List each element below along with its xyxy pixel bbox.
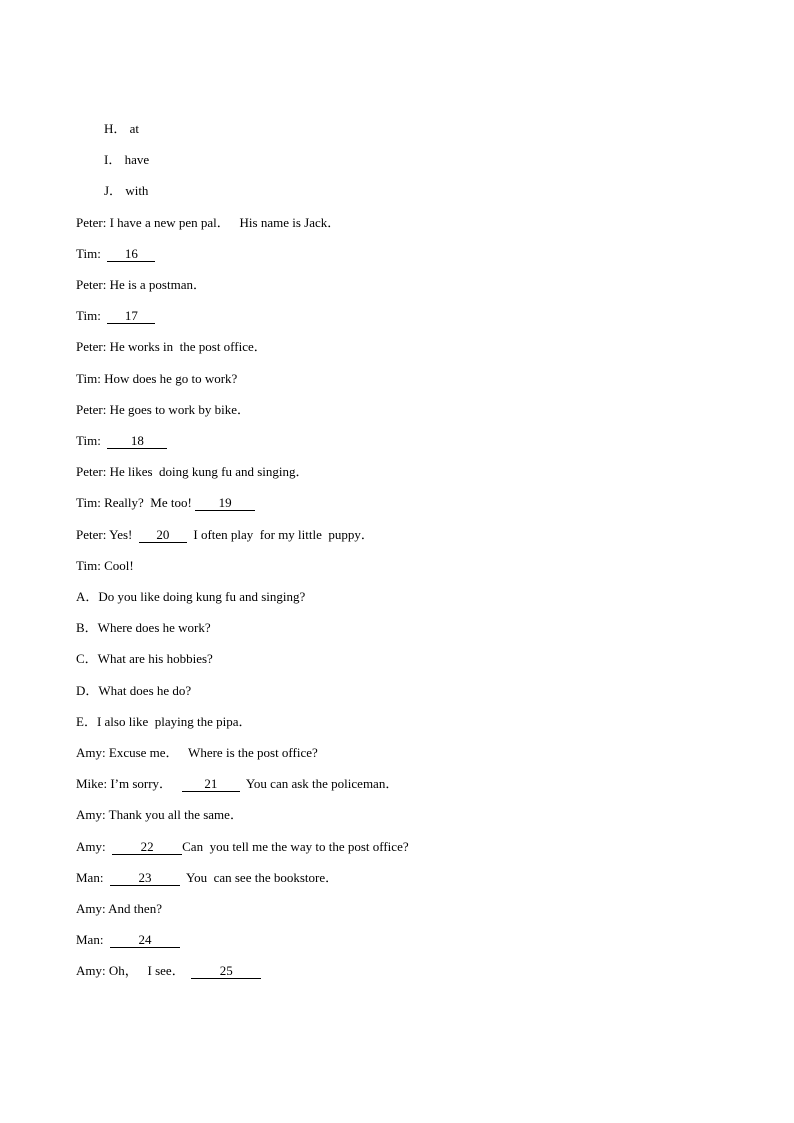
speaker: Peter: bbox=[76, 215, 107, 230]
option-text: at bbox=[129, 121, 140, 136]
dialogue-text: I’m sorry． bbox=[110, 776, 173, 791]
dialogue-line bbox=[76, 837, 409, 857]
speaker: Peter: bbox=[76, 464, 107, 479]
answer-blank: 23 bbox=[110, 871, 180, 886]
dialogue-line bbox=[76, 244, 155, 264]
speaker: Tim: bbox=[76, 558, 101, 573]
dialogue-line bbox=[76, 369, 237, 389]
answer-blank: 21 bbox=[182, 777, 240, 792]
speaker: Tim: bbox=[76, 246, 101, 261]
dialogue-line bbox=[76, 275, 206, 295]
option-h bbox=[104, 119, 139, 139]
speaker: Man: bbox=[76, 932, 104, 947]
dialogue-text: I have a new pen pal． His name is Jack． bbox=[109, 215, 341, 230]
speaker: Amy: bbox=[76, 963, 106, 978]
option-text: have bbox=[124, 152, 150, 167]
dialogue-line bbox=[76, 431, 167, 451]
choice-c bbox=[76, 649, 213, 669]
dialogue-line bbox=[76, 743, 318, 763]
dialogue-text: How does he go to work? bbox=[104, 371, 238, 386]
answer-blank: 19 bbox=[195, 496, 255, 511]
dialogue-text: Excuse me． Where is the post office? bbox=[108, 745, 318, 760]
choice-letter: D． bbox=[76, 683, 99, 698]
dialogue-text: He is a postman． bbox=[109, 277, 206, 292]
speaker: Peter: bbox=[76, 277, 107, 292]
choice-text: Do you like doing kung fu and singing? bbox=[98, 589, 306, 604]
dialogue-line bbox=[76, 774, 398, 794]
speaker: Peter: bbox=[76, 339, 107, 354]
option-text: with bbox=[125, 183, 149, 198]
choice-text: Where does he work? bbox=[97, 620, 211, 635]
answer-blank: 17 bbox=[107, 309, 155, 324]
choice-letter: A． bbox=[76, 589, 99, 604]
speaker: Tim: bbox=[76, 433, 101, 448]
dialogue-line bbox=[76, 868, 338, 888]
dialogue-line bbox=[76, 306, 155, 326]
speaker: Tim: bbox=[76, 308, 101, 323]
option-letter: H． bbox=[104, 121, 127, 136]
dialogue-line bbox=[76, 337, 267, 357]
dialogue-line bbox=[76, 213, 340, 233]
answer-blank: 24 bbox=[110, 933, 180, 948]
speaker: Mike: bbox=[76, 776, 108, 791]
choice-text: What are his hobbies? bbox=[97, 651, 213, 666]
choice-d bbox=[76, 681, 191, 701]
choice-letter: C． bbox=[76, 651, 98, 666]
speaker: Man: bbox=[76, 870, 104, 885]
dialogue-line bbox=[76, 805, 243, 825]
option-i bbox=[104, 150, 149, 170]
dialogue-line bbox=[76, 493, 255, 513]
dialogue-text: He likes doing kung fu and singing． bbox=[109, 464, 309, 479]
answer-blank: 22 bbox=[112, 840, 182, 855]
choice-text: What does he do? bbox=[98, 683, 192, 698]
answer-blank: 20 bbox=[139, 528, 187, 543]
speaker: Amy: bbox=[76, 901, 106, 916]
speaker: Peter: bbox=[76, 527, 107, 542]
choice-text: I also like playing the pipa． bbox=[96, 714, 252, 729]
dialogue-line bbox=[76, 525, 374, 545]
speaker: Amy: bbox=[76, 745, 106, 760]
option-letter: I． bbox=[104, 152, 122, 167]
speaker: Tim: bbox=[76, 371, 101, 386]
dialogue-text: And then? bbox=[108, 901, 162, 916]
dialogue-text: Really? Me too! bbox=[104, 495, 192, 510]
option-letter: J． bbox=[104, 183, 123, 198]
dialogue-text: Yes! bbox=[109, 527, 133, 542]
choice-e bbox=[76, 712, 251, 732]
dialogue-text: Can you tell me the way to the post office? bbox=[182, 839, 409, 854]
dialogue-line bbox=[76, 400, 250, 420]
dialogue-text: Cool! bbox=[104, 558, 134, 573]
option-j bbox=[104, 181, 148, 201]
answer-blank: 18 bbox=[107, 434, 167, 449]
dialogue-text: He goes to work by bike． bbox=[109, 402, 251, 417]
choice-b bbox=[76, 618, 211, 638]
dialogue-line bbox=[76, 961, 261, 981]
choice-a bbox=[76, 587, 305, 607]
choice-letter: E． bbox=[76, 714, 97, 729]
dialogue-text: Oh， I see． bbox=[108, 963, 185, 978]
speaker: Amy: bbox=[76, 807, 106, 822]
dialogue-line bbox=[76, 930, 180, 950]
speaker: Peter: bbox=[76, 402, 107, 417]
answer-blank: 16 bbox=[107, 247, 155, 262]
dialogue-line bbox=[76, 899, 162, 919]
dialogue-text: You can ask the policeman． bbox=[245, 776, 399, 791]
dialogue-text: I often play for my little puppy． bbox=[193, 527, 374, 542]
choice-letter: B． bbox=[76, 620, 98, 635]
answer-blank: 25 bbox=[191, 964, 261, 979]
speaker: Amy: bbox=[76, 839, 106, 854]
dialogue-text: You can see the bookstore． bbox=[185, 870, 339, 885]
dialogue-line bbox=[76, 462, 309, 482]
speaker: Tim: bbox=[76, 495, 101, 510]
dialogue-line bbox=[76, 556, 134, 576]
dialogue-text: Thank you all the same． bbox=[108, 807, 243, 822]
dialogue-text: He works in the post office． bbox=[109, 339, 267, 354]
